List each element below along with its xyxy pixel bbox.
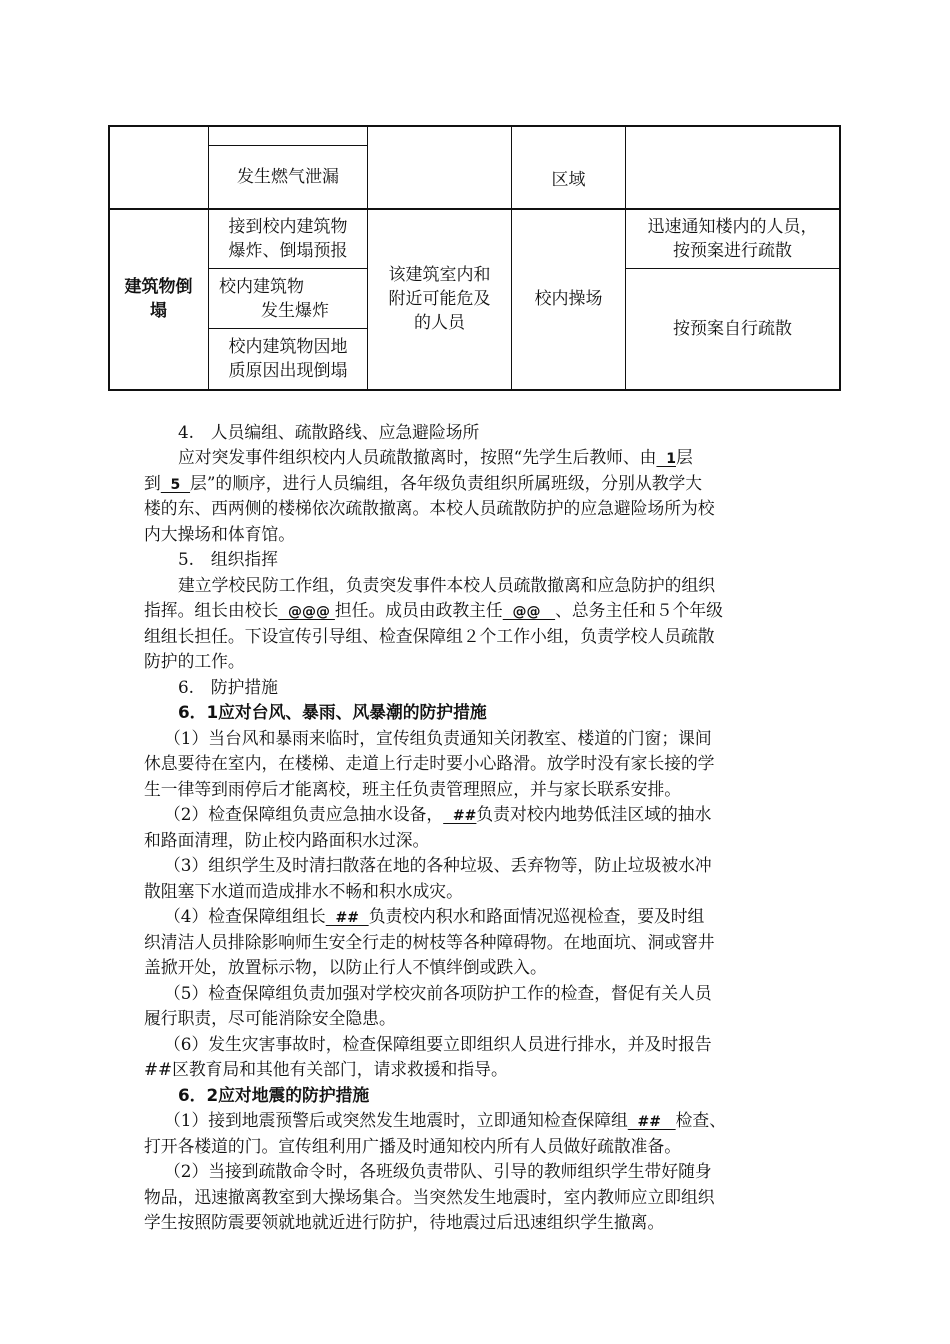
section-6-2-title: 6．2应对地震的防护措施	[178, 1085, 370, 1105]
table-cell-line: 爆炸、倒塌预报	[228, 240, 348, 261]
evacuation-table	[108, 125, 841, 391]
table-cell-line: 发生爆炸	[261, 300, 329, 321]
table-cell-sub2	[209, 269, 367, 328]
paragraph-line: 打开各楼道的门。宣传组利用广播及时通知校内所有人员做好疏散准备。	[144, 1136, 682, 1156]
paragraph-line: 指挥。组长由校长 @@@ 担任。成员由政教主任 @@ 、总务主任和５个年级	[144, 600, 723, 620]
table-cell-line: 迅速通知楼内的人员，	[647, 216, 818, 237]
paragraph-line: 和路面清理，防止校内路面积水过深。	[144, 830, 430, 850]
section-6-title: 6. 防护措施	[178, 677, 278, 697]
paragraph-line: 休息要待在室内，在楼梯、走道上行走时要小心路滑。放学时没有家长接的学	[144, 753, 715, 773]
paragraph-line: 楼的东、西两侧的楼梯依次疏散撤离。本校人员疏散防护的应急避险场所为校	[144, 498, 715, 518]
table-cell-text: 区域	[551, 170, 586, 190]
paragraph-line: （6）发生灾害事故时，检查保障组要立即组织人员进行排水，并及时报告	[164, 1034, 712, 1054]
table-cell-line: 质原因出现倒塌	[228, 361, 348, 381]
table-cell-line: 该建筑室内和	[388, 265, 491, 285]
paragraph-line: 散阻塞下水道而造成排水不畅和积水成灾。	[144, 881, 463, 901]
paragraph-line: （3）组织学生及时清扫散落在地的各种垃圾、丢弃物等，防止垃圾被水冲	[164, 855, 712, 875]
table-border-right	[839, 125, 841, 391]
table-cell-line: 接到校内建筑物	[228, 216, 348, 237]
paragraph-line: 学生按照防震要领就地就近进行防护，待地震过后迅速组织学生撤离。	[144, 1212, 665, 1232]
table-cell-sub1	[209, 209, 367, 268]
section-6-1-title: 6．1应对台风、暴雨、风暴潮的防护措施	[178, 702, 487, 722]
paragraph-line: （1）当台风和暴雨来临时，宣传组负责通知关闭教室、楼道的门窗；课间	[164, 728, 712, 748]
table-border-bottom	[108, 389, 841, 391]
table-border-top	[108, 125, 841, 127]
table-cell-text: 发生燃气泄漏	[237, 167, 339, 187]
paragraph-line: 到 5 层”的顺序，进行人员编组，各年级负责组织所属班级，分别从教学大	[144, 473, 703, 493]
paragraph-line: （2）检查保障组负责应急抽水设备， ##负责对校内地势低洼区域的抽水	[164, 804, 712, 824]
paragraph-line: 应对突发事件组织校内人员疏散撤离时，按照“先学生后教师、由 1层	[178, 447, 693, 467]
table-cell-line: 校内建筑物因地	[228, 337, 348, 357]
paragraph-line: （5）检查保障组负责加强对学校灾前各项防护工作的检查，督促有关人员	[164, 983, 712, 1003]
paragraph-line: （4）检查保障组组长 ## 负责校内积水和路面情况巡视检查，要及时组	[164, 906, 705, 926]
table-cell-building-collapse	[109, 209, 208, 389]
table-cell-playground	[512, 209, 625, 389]
table-cell-line: 的人员	[414, 313, 465, 333]
table-cell-area	[512, 147, 625, 213]
paragraph-line: 建立学校民防工作组，负责突发事件本校人员疏散撤离和应急防护的组织	[178, 575, 716, 595]
paragraph-line: （2）当接到疏散命令时，各班级负责带队、引导的教师组织学生带好随身	[164, 1161, 712, 1181]
paragraph-line: ##区教育局和其他有关部门，请求救援和指导。	[144, 1059, 508, 1079]
paragraph-line: 盖掀开处，放置标示物，以防止行人不慎绊倒或跌入。	[144, 957, 547, 977]
paragraph-line: 履行职责，尽可能消除安全隐患。	[144, 1008, 396, 1028]
table-cell-affected-people	[368, 209, 511, 389]
paragraph-line: 组组长担任。下设宣传引导组、检查保障组２个工作小组，负责学校人员疏散	[144, 626, 715, 646]
table-cell-notify-evacuate	[626, 209, 839, 268]
paragraph-line: 物品，迅速撤离教室到大操场集合。当突然发生地震时，室内教师应立即组织	[144, 1187, 715, 1207]
table-cell-line: 塌	[150, 301, 167, 321]
table-cell-text: 校内操场	[534, 289, 603, 309]
table-cell-line: 按预案进行疏散	[673, 240, 792, 261]
table-cell-text: 按预案自行疏散	[673, 319, 792, 339]
table-cell-line: 校内建筑物	[219, 276, 304, 297]
table-cell-line: 附近可能危及	[388, 289, 491, 309]
section-5-title: 5. 组织指挥	[178, 549, 278, 569]
table-cell-gas-leak	[209, 146, 367, 208]
table-cell-sub3	[209, 329, 367, 389]
paragraph-line: （1）接到地震预警后或突然发生地震时，立即通知检查保障组 ## 检查、	[164, 1110, 726, 1130]
table-cell-line: 建筑物倒	[124, 277, 193, 297]
table-cell-self-evacuate	[626, 269, 839, 389]
paragraph-line: 生一律等到雨停后才能离校，班主任负责管理照应，并与家长联系安排。	[144, 779, 682, 799]
paragraph-line: 内大操场和体育馆。	[144, 524, 296, 544]
paragraph-line: 防护的工作。	[144, 651, 245, 671]
paragraph-line: 织清洁人员排除影响师生安全行走的树枝等各种障碍物。在地面坑、洞或窨井	[144, 932, 715, 952]
section-4-title: 4. 人员编组、疏散路线、应急避险场所	[178, 422, 480, 442]
